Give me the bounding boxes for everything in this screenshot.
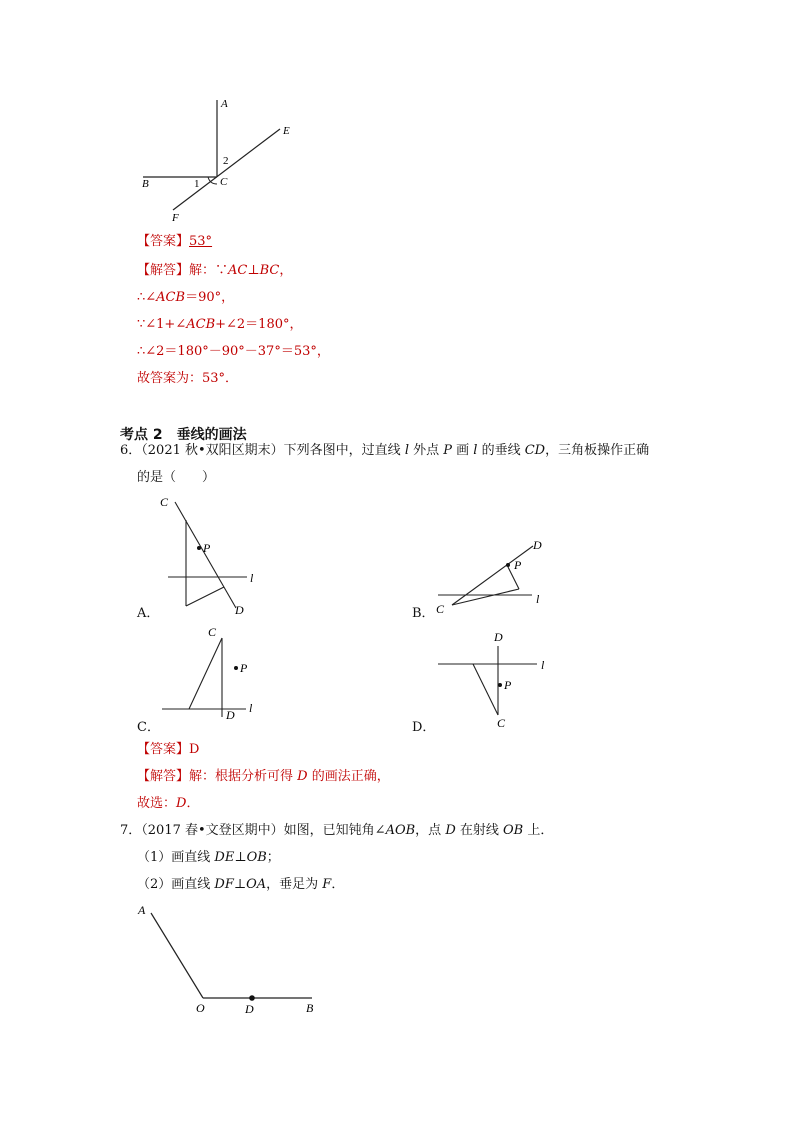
q7-text-b: ，点 — [415, 823, 446, 838]
label-l: l — [249, 701, 253, 715]
p1-de: DE — [214, 850, 235, 865]
q7-d: D — [445, 823, 456, 838]
solution-intro: 解：∵ — [189, 263, 229, 278]
solution-tag: 【解答】 — [137, 769, 190, 784]
seg-bc: BC — [259, 263, 280, 278]
q5-answer-line — [137, 233, 212, 251]
q6-cd: CD — [524, 443, 546, 458]
label-2: 2 — [223, 155, 229, 167]
label-l: l — [250, 571, 254, 585]
label-d: D — [245, 1002, 254, 1016]
q6-answer-line — [137, 741, 199, 759]
q7-part-1 — [137, 849, 280, 867]
seg-ac: AC — [228, 263, 248, 278]
comma: ， — [279, 263, 293, 278]
label-1: 1 — [194, 178, 200, 190]
q7-part-2 — [137, 876, 344, 894]
q6-p: P — [443, 443, 452, 458]
p2-b: ，垂足为 — [266, 877, 323, 892]
q6-solution-line-2 — [137, 795, 199, 813]
ray-oa — [151, 913, 203, 998]
label-o: O — [196, 1001, 205, 1015]
q5-solution-line-4: ∴∠2＝180°－90°－37°＝53°， — [137, 344, 330, 359]
sol-text-a: 解：根据分析可得 — [189, 769, 298, 784]
choose-d: D — [176, 796, 187, 811]
label-b: B — [306, 1001, 314, 1015]
choose-b: ． — [186, 796, 200, 811]
choose-a: 故选： — [137, 796, 177, 811]
option-d-label[interactable]: D． — [412, 720, 436, 735]
q5-solution-line-5: 故答案为：53°． — [137, 371, 239, 386]
p2-oa: OA — [246, 877, 267, 892]
label-c: C — [220, 176, 228, 188]
q7-text-e: 上． — [523, 823, 554, 838]
p2-a: （2）画直线 — [137, 877, 215, 892]
line-fe — [173, 129, 280, 210]
q7-aob: AOB — [385, 823, 416, 838]
label-b: B — [142, 178, 149, 190]
l3-pre: ∵∠1+∠ — [137, 317, 187, 332]
l3-acb: ACB — [186, 317, 216, 332]
perp-symbol: ⊥ — [247, 263, 260, 278]
p1-ob: OB — [246, 850, 267, 865]
option-b-label[interactable]: B． — [412, 606, 435, 621]
p1-perp: ⊥ — [234, 850, 247, 865]
label-c: C — [436, 602, 445, 616]
p2-f: F — [322, 877, 332, 892]
angle-figure — [130, 92, 310, 227]
q6-solution-line-1 — [137, 768, 390, 786]
l2-acb: ACB — [156, 290, 186, 305]
solution-tag: 【解答】 — [137, 263, 190, 278]
q5-solution-line-1 — [137, 262, 292, 280]
q6-line-1 — [120, 442, 649, 460]
p1-b: ； — [266, 850, 280, 865]
q7-text-a: （2017 春•文登区期中）如图，已知钝角∠ — [141, 823, 386, 838]
l2-pre: ∴∠ — [137, 290, 157, 305]
q7-number: 7． — [120, 823, 142, 838]
label-f: F — [172, 212, 179, 224]
section-title: 考点 2 垂线的画法 — [120, 427, 247, 443]
label-d: D — [226, 708, 235, 722]
q7-text-c: 在射线 — [455, 823, 504, 838]
q6-l: l — [404, 443, 409, 458]
q7-angle-figure — [130, 895, 330, 1020]
option-c-label[interactable]: C． — [137, 720, 160, 735]
p2-df: DF — [214, 877, 234, 892]
q6-line-2: 的是（ ） — [137, 470, 216, 485]
label-c: C — [208, 625, 217, 639]
answer-tag: 【答案】 — [137, 234, 190, 249]
label-a: A — [138, 903, 146, 917]
label-p: P — [514, 558, 522, 572]
label-d: D — [533, 538, 542, 552]
q6-text-c: 画 — [452, 443, 474, 458]
p2-c: ． — [331, 877, 345, 892]
label-p: P — [504, 678, 512, 692]
label-e: E — [283, 125, 290, 137]
option-b-figure — [430, 533, 560, 618]
point-d — [249, 995, 255, 1001]
label-a: A — [221, 98, 228, 110]
option-d-figure — [430, 625, 560, 730]
sol-text-d: D — [297, 769, 308, 784]
answer-tag: 【答案】 — [137, 742, 190, 757]
answer-value: D — [189, 742, 200, 757]
label-c: C — [497, 716, 506, 730]
q5-solution-line-2 — [137, 289, 234, 307]
l3-post: +∠2＝180°， — [215, 317, 303, 332]
label-l: l — [536, 592, 540, 606]
option-c-figure — [155, 620, 265, 725]
q6-number: 6． — [120, 443, 142, 458]
label-c: C — [160, 495, 169, 509]
label-d: D — [494, 630, 503, 644]
l2-post: ＝90°， — [185, 290, 235, 305]
option-a-label[interactable]: A． — [137, 606, 160, 621]
q7-ob: OB — [503, 823, 524, 838]
p2-perp: ⊥ — [233, 877, 247, 892]
label-p: P — [203, 541, 211, 555]
q6-l2: l — [473, 443, 478, 458]
answer-value: 53° — [189, 234, 213, 249]
q6-text-e: ，三角板操作正确 — [545, 443, 650, 458]
q6-text-b: 外点 — [408, 443, 444, 458]
p1-a: （1）画直线 — [137, 850, 215, 865]
q5-solution-line-3 — [137, 316, 303, 334]
label-l: l — [541, 658, 545, 672]
label-d: D — [235, 603, 244, 617]
q7-line-1 — [120, 822, 553, 840]
label-p: P — [240, 661, 248, 675]
q6-text-a: （2021 秋•双阳区期末）下列各图中，过直线 — [141, 443, 405, 458]
option-a-figure — [155, 490, 265, 620]
sol-text-b: 的画法正确， — [307, 769, 390, 784]
q6-text-d: 的垂线 — [477, 443, 525, 458]
